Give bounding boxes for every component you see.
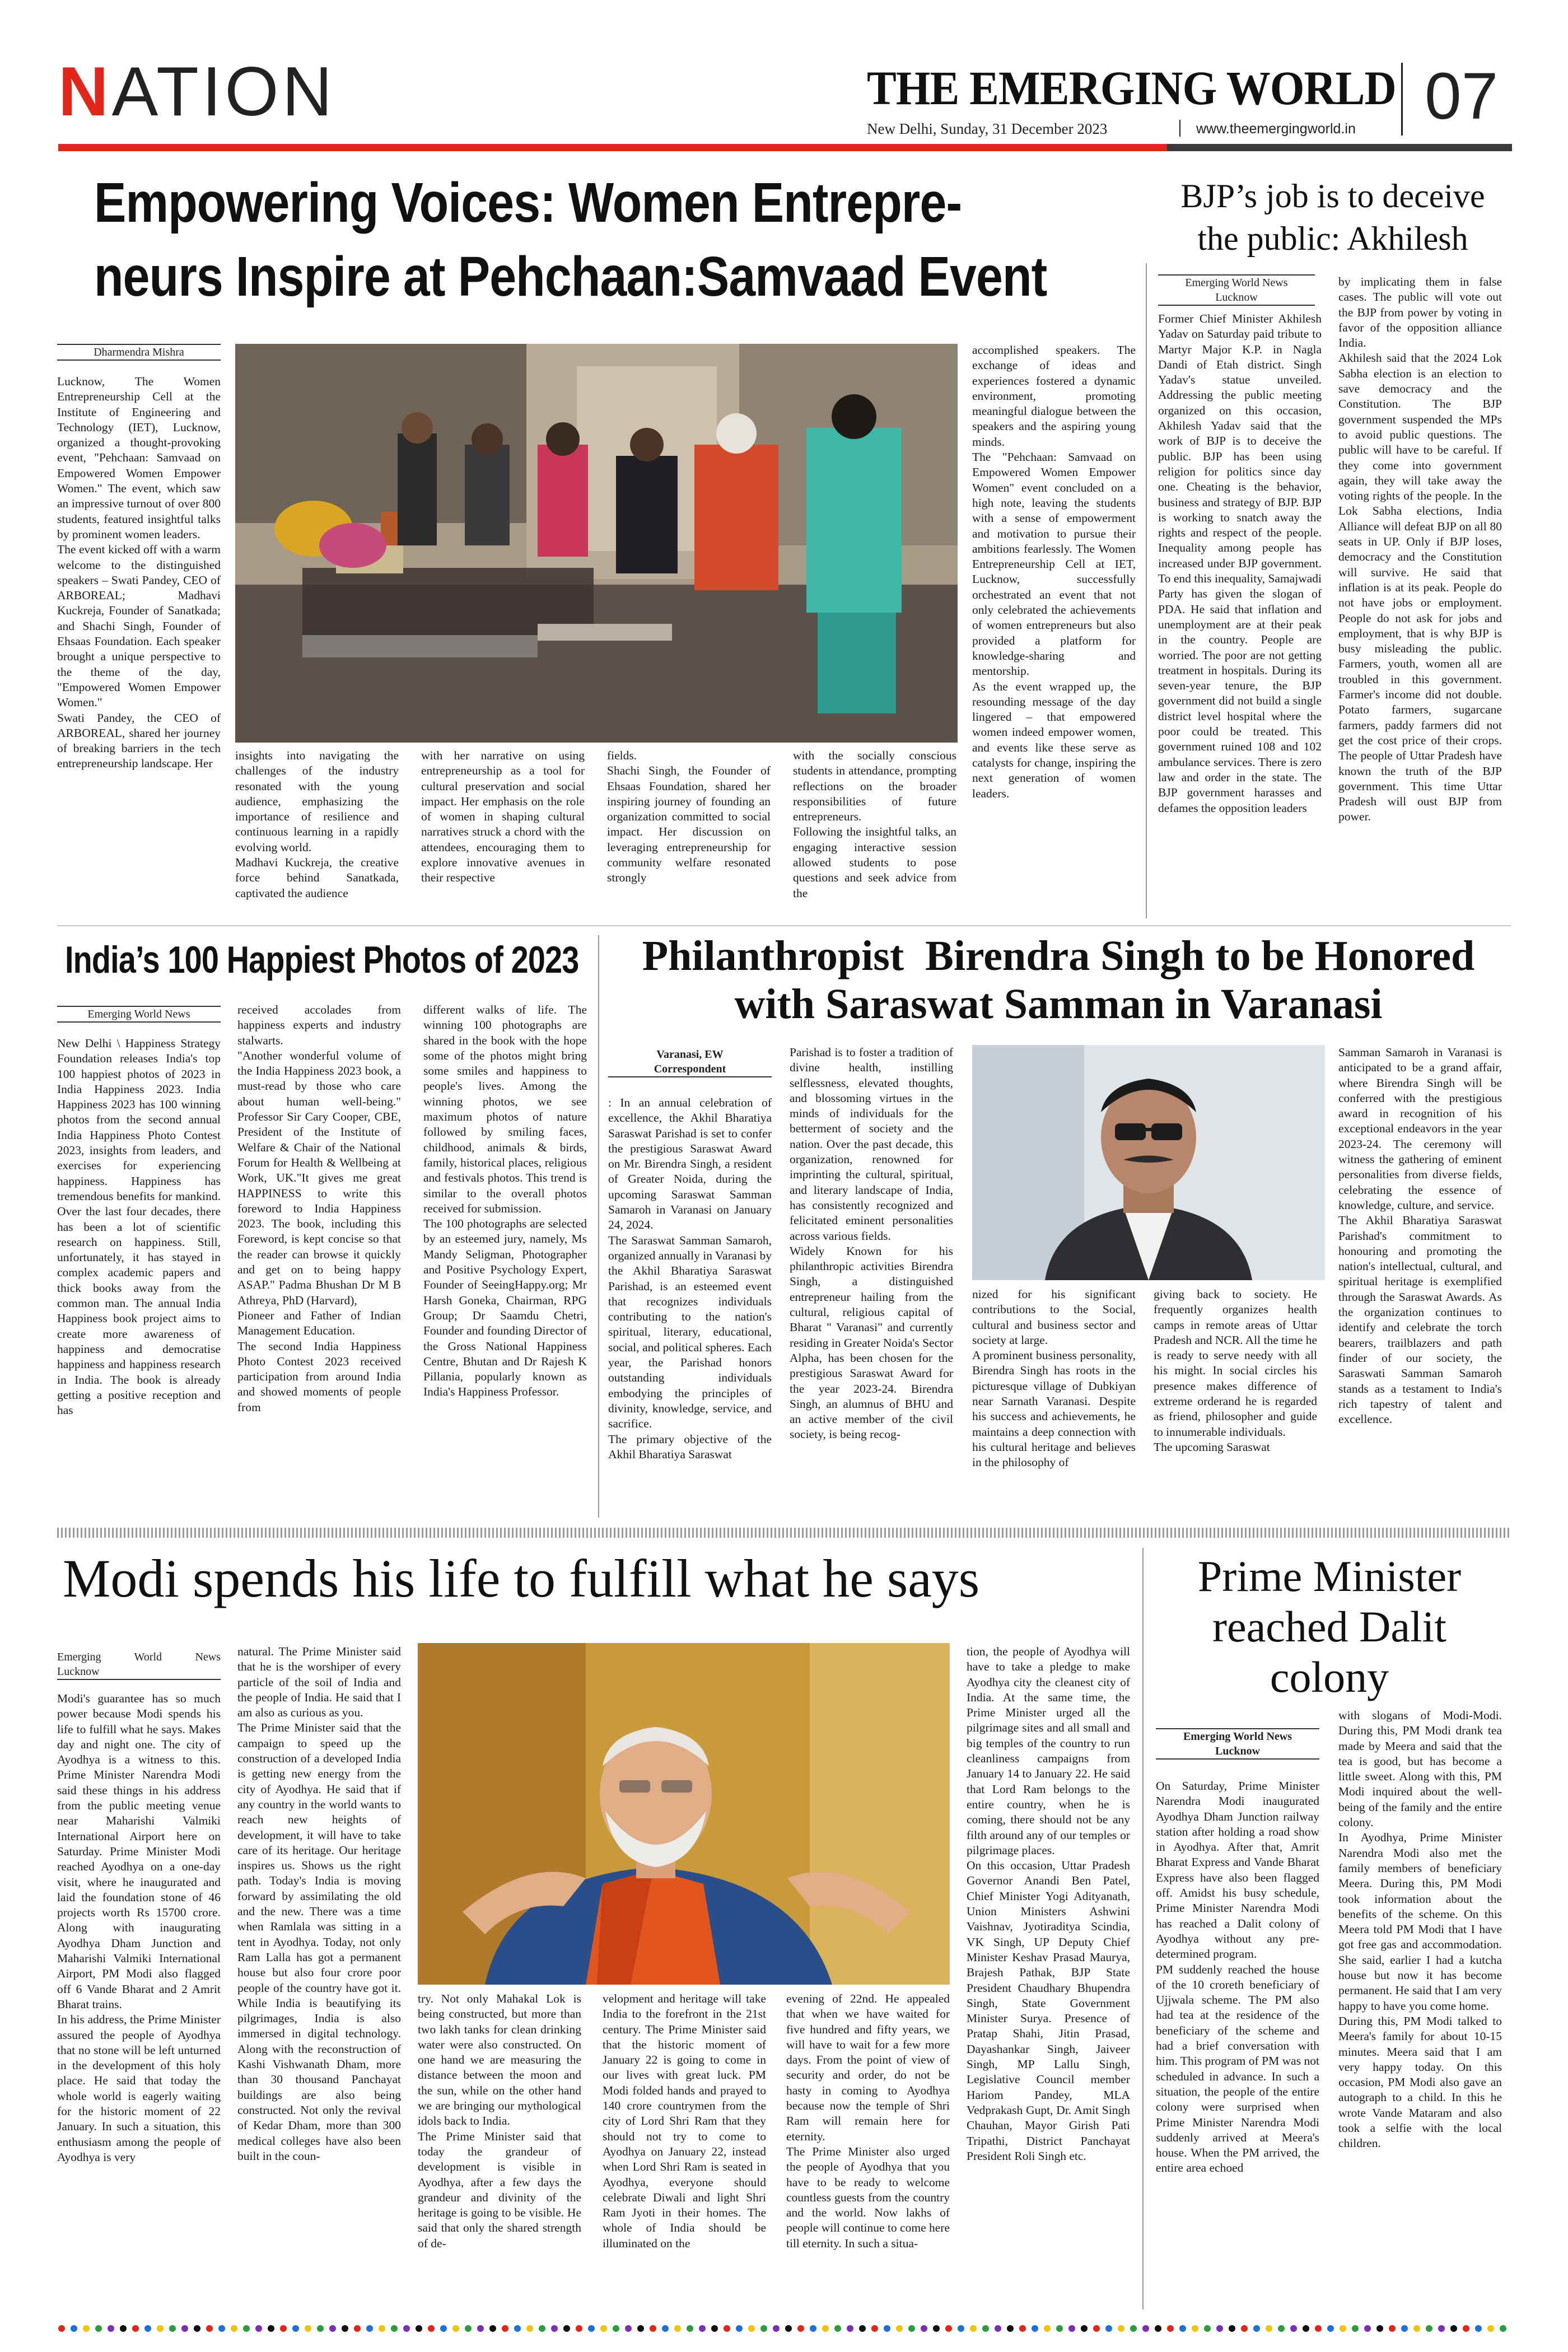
footer-dot [871,2325,878,2332]
footer-dot [95,2325,102,2332]
page-number: 07 [1425,59,1499,133]
footer-dot [736,2325,743,2332]
footer-dot [1118,2325,1124,2332]
story2-headline [1154,175,1512,260]
footer-dot [1179,2325,1186,2332]
story4-byline [608,1047,772,1077]
story3-byline: Emerging World News [57,1006,221,1023]
story4-column-5: Samman Samaroh in Varanasi is anticipated to be a grand affair, where Birendra Singh will be conferred with the prestigious award in recognition of his exceptional endeavors in the year 2023-24. The ceremony will witness the gathering of eminent personalities from diverse fields, celebrating the essence of knowledge, culture, and service. The Akhil Bharatiya Saraswat Parishad's commitment to honouring and promoting the nation's intellectual, cultural, and spiritual heritage is exemplified through the Saraswat Awards. As the organization continues to identify and celebrate the torch bearers, trailblazers and path finder of our society, the Saraswati Samman Samaroh stands as a testament to India's rich tapestry of talent and excellence. [1338,1046,1502,1426]
footer-dot [1450,2325,1457,2332]
footer-dot [1438,2325,1445,2332]
footer-dot [268,2325,274,2332]
column-rule [1142,1548,1144,2309]
footer-dot [785,2325,792,2332]
footer-dot [465,2325,472,2332]
footer-dot [884,2325,890,2332]
story6-column-1: On Saturday, Prime Minister Narendra Modi inaugurated Ayodhya Dham Junction railway station after holding a road show in Ayodhya. After that, Amrit Bharat Express and Vande Bharat Express have also been flagged off. Amidst his busy schedule, Prime Minister Narendra Modi has reached a Dalit colony of Ayodhya without any pre-determined program. PM suddenly reached the house of the 10 croreth beneficiary of Ujjwala scheme. The PM also had tea at the residence of the beneficiary of the scheme and had a brief conversation with him. This program of PM was not scheduled in advance. In such a situation, the people of the entire colony were surprised when Prime Minister Narendra Modi suddenly arrived at Meera's house. When the PM arrived, the entire area echoed [1156,1779,1319,2175]
footer-dot [1426,2325,1432,2332]
event-photo-illustration [235,344,958,743]
story5-column-3: try. Not only Mahakal Lok is being constructed, but more than two lakh tanks for clean drinking water were also constructed. On one hand we are measuring the distance between the moon and the sun, while on the other hand we are bringing our mythological idols back to India. The Prime Minister said that today the grandeur of development is visible in Ayodhya, after a few days the grandeur and divinity of the heritage is going to be visible. He said that only the shared strength of de- [418,1992,581,2250]
footer-dot [933,2325,940,2332]
footer-dot [1303,2325,1309,2332]
footer-dot [982,2325,989,2332]
footer-dot [760,2325,767,2332]
footer-dot [452,2325,459,2332]
website-url: www.theemergingworld.in [1196,121,1356,137]
footer-dot [1229,2325,1235,2332]
story3-column-3: different walks of life. The winning 100 photographs are shared in the book with the hope some of the photos might bring some smiles and happiness to people's lives. Among the winning photos, we see maximum photos of nature followed by smiling faces, childhood, animals & birds, family, historical places, religious and festivals photos. This trend is similar to the overall photos received for submission. The 100 photographs are selected by an esteemed jury, namely, Ms Mandy Seligman, Photographer and Positive Psychology Expert, Founder of SeeingHappy.org; Mr Harsh Goneka, Chairman, RPG Group; Dr Saamdu Chetri, Founder and founding Director of the Gross National Happiness Centre, Bhutan and Dr Rajesh K Pillania, popularly known as India's Happiness Professor. [423,1003,587,1399]
story6-headline-line1: Prime Minister [1197,1552,1462,1600]
footer-dot [773,2325,780,2332]
footer-dot [724,2325,730,2332]
story4-byline-line1: Varanasi, EW [656,1048,724,1061]
footer-dot [206,2325,213,2332]
footer-dot [600,2325,607,2332]
footer-dot [834,2325,841,2332]
footer-dot [1487,2325,1494,2332]
story1-byline: Dharmendra Mishra [57,344,221,361]
footer-dot [674,2325,681,2332]
footer-dot [1167,2325,1174,2332]
story4-byline-line2: Correspondent [654,1063,726,1075]
footer-dot [1216,2325,1223,2332]
story2-headline-line2: the public: Akhilesh [1197,220,1468,257]
story4-headline-line1: Philanthropist Birendra Singh to be Honored [642,932,1475,979]
footer-dot [403,2325,410,2332]
story6-headline-line2: reached Dalit [1212,1602,1446,1651]
footer-dot [847,2325,853,2332]
story4-headline [605,932,1512,1028]
column-rule [1146,263,1147,918]
modi-photo [418,1643,950,1985]
footer-dot [896,2325,903,2332]
story4-column-1: : In an annual celebration of excellence, the Akhil Bharatiya Saraswat Parishad is set to confer the prestigious Saraswat Award on Mr. Birendra Singh, a resident of Greater Noida, during the upcoming Saraswat Samman Samaroh in Varanasi on January 24, 2024. The Saraswat Samman Samaroh, organized annually in Varanasi by the Akhil Bharatiya Saraswat Parishad, is an esteemed event that recognizes individuals contributing to the nation's spiritual, literary, educational, social, and political spheres. Each year, the Parishad honors outstanding individuals embodying the principles of divinity, knowledge, service, and sacrifice. The primary objective of the Akhil Bharatiya Saraswat [608,1096,772,1461]
story4-column-3: nized for his significant contributions to the Social, cultural and business sector and society at large. A prominent business personality, Birendra Singh has roots in the picturesque village of Dubkiyan near Sarnath Varanasi. Despite his success and achievements, he maintains a deep connection with his cultural heritage and believes in the philosophy of [972,1287,1136,1469]
birendra-singh-portrait [972,1045,1325,1280]
footer-dot [1192,2325,1198,2332]
footer-dot [859,2325,866,2332]
story3-column-2: received accolades from happiness experts and industry stalwarts. "Another wonderful volume of the India Happiness 2023 book, a must-read by those who care about human well-being." Professor Sir Cary Cooper, CBE, President of the Institute of Welfare & Chair of the National Forum for Health & Wellbeing at Work, UK."It gives me great HAPPINESS to write this foreword to India Happiness 2023. The book, including this Foreword, is kept concise so that the reader can browse it quickly and get on to being happy ASAP." Padma Bhushan Dr M B Athreya, PhD (Harvard), Pioneer and Father of Indian Management Education. The second India Happiness Photo Contest 2023 received participation from around India and showed moments of people from [237,1003,401,1414]
footer-dot [132,2325,139,2332]
footer-dot [342,2325,348,2332]
footer-dot [1142,2325,1149,2332]
story1-column-1: Lucknow, The Women Entrepreneurship Cell at the Institute of Engineering and Technology (IET), Lucknow, organized a thought-provoking event, "Pehchaan: Samvaad on Empowered Women Empower Women." The event, which saw an impressive turnout of over 800 students, featured insightful talks by prominent women leaders. The event kicked off with a warm welcome to the distinguished speakers – Swati Pandey, CEO of ARBOREAL; Madhavi Kuckreja, Founder of Sanatkada; and Shachi Singh, Founder of Ehsaas Foundation. Each speaker brought a unique perspective to the theme of the day, "Empowered Women Empower Women." Swati Pandey, the CEO of ARBOREAL, shared her journey of breaking barriers in the tech entrepreneurship landscape. Her [57,375,221,771]
footer-dot [1500,2325,1506,2332]
story3-column-1: New Delhi \ Happiness Strategy Foundation releases India's top 100 happiest photos of 2023 in India Happiness 2023. India Happiness 2023 has 100 winning photos from the second annual India Happiness Photo Contest 2023, insights from leaders, and exercises for experiencing happiness. Happiness has tremendous benefits for mankind. Over the last four decades, there has been a lot of scientific research on happiness. Still, unfortunately, it has stayed in complex academic papers and thick books away from the common man. The annual India Happiness book project aims to create more awareness of happiness and democratise happiness and happiness research in India. The book is already getting a positive reception and has [57,1037,221,1417]
footer-dot [1401,2325,1408,2332]
section-divider-stripes [57,1528,1511,1538]
footer-dot [1389,2325,1396,2332]
footer-dot [243,2325,250,2332]
story6-headline [1150,1551,1509,1702]
footer-dot [255,2325,262,2332]
footer-dot [711,2325,718,2332]
footer-dot [576,2325,582,2332]
footer-dot [687,2325,693,2332]
column-rule [598,935,599,1518]
story6-byline [1156,1728,1319,1760]
story2-column-2: by implicating them in false cases. The public will vote out the BJP from power by voting in favor of the opposition alliance India. Akhilesh said that the 2024 Lok Sabha election is an election to save democracy and the Constitution. The BJP government suspended the MPs to avoid public questions. The public will have to be careful. If they come into government again, they will take away the voting rights of the people. In the Lok Sabha elections, India Alliance will defeat BJP on all 80 seats in UP. Only if BJP loses, democracy and the Constitution will survive. He said that inflation is at its peak. People do not have jobs or employment. People do not ask for jobs and employment, that is why BJP is busy misleading the public. Farmers, youth, women all are troubled in this government. Farmer's income did not double. Potato farmers, sugarcane farmers, paddy farmers did not get the cost price of their crops. The people of Uttar Pradesh have known the truth of the BJP government. This time Uttar Pradesh will oust BJP from power. [1338,275,1502,824]
footer-dot [1253,2325,1260,2332]
footer-dot [1032,2325,1038,2332]
footer-dot-border [58,2324,1511,2333]
masthead-rule-red [58,144,1167,151]
footer-dot [945,2325,952,2332]
footer-dot [231,2325,237,2332]
footer-dot [1376,2325,1383,2332]
footer-dot [391,2325,398,2332]
footer-dot [1463,2325,1469,2332]
footer-dot [921,2325,927,2332]
story2-byline [1158,274,1315,306]
footer-dot [1364,2325,1371,2332]
footer-dot [354,2325,361,2332]
footer-dot [58,2325,65,2332]
story1-headline [94,166,1047,314]
story5-column-4: velopment and heritage will take India to the forefront in the 21st century. The Prime Minister said that the historic moment of January 22 is going to come in our lives with great luck. PM Modi folded hands and prayed to 140 crore countrymen from the city of Lord Shri Ram that they should not try to come to Ayodhya on January 22, instead when Lord Shri Ram is seated in Ayodhya, everyone should celebrate Diwali and light Shri Ram Jyoti in their homes. The whole of India should be illuminated on the [603,1992,766,2250]
footer-dot [108,2325,114,2332]
footer-dot [1340,2325,1346,2332]
story6-column-2: with slogans of Modi-Modi. During this, PM Modi drank tea made by Meera and said that the tea is good, but has become a little sweet. Along with this, PM Modi inquired about the well-being of the family and the entire colony. In Ayodhya, Prime Minister Narendra Modi also met the family members of beneficiary Meera. During this, PM Modi took information about the benefits of the scheme. On this Meera told PM Modi that I have got free gas and accommodation. She said, earlier I had a kutcha house but now it has become permanent. He said that I am very happy to have you come home. During this, PM Modi talked to Meera's family for about 10-15 minutes. Meera said that I am very happy today. On this occasion, PM Modi also gave an autograph to a child. In this he wrote Vande Mataram and also took a selfie with the local children. [1338,1709,1502,2150]
footer-dot [71,2325,77,2332]
footer-dot [1278,2325,1285,2332]
footer-dot [120,2325,127,2332]
footer-dot [995,2325,1001,2332]
footer-dot [588,2325,595,2332]
story1-column-3: with her narrative on using entrepreneurship as a tool for cultural preservation and social impact. Her emphasis on the role of women in shaping cultural narratives struck a chord with the attendees, encouraging them to explore innovative avenues in their respective [421,749,585,885]
event-photo [235,344,958,743]
footer-dot [613,2325,619,2332]
story6-byline-line1: Emerging World News [1183,1730,1292,1743]
footer-dot [489,2325,496,2332]
footer-dot [958,2325,964,2332]
footer-dot [1204,2325,1211,2332]
footer-dot [699,2325,706,2332]
story1-column-2: insights into navigating the challenges of the industry resonated with the young audience, emphasizing the importance of resilience and continuous learning in a rapidly evolving world. Madhavi Kuckreja, the creative force behind Sanatkada, captivated the audience [235,749,399,900]
footer-dot [1475,2325,1482,2332]
footer-dot [1044,2325,1051,2332]
footer-dot [317,2325,324,2332]
footer-dot [1327,2325,1334,2332]
story4-headline-line2: with Saraswat Samman in Varanasi [734,981,1383,1028]
footer-dot [1105,2325,1112,2332]
footer-dot [822,2325,829,2332]
footer-dot [797,2325,804,2332]
birendra-singh-photo [972,1045,1325,1280]
footer-dot [650,2325,656,2332]
footer-dot [1413,2325,1420,2332]
footer-dot [144,2325,151,2332]
footer-dot [169,2325,176,2332]
footer-dot [194,2325,200,2332]
footer-dot [1093,2325,1100,2332]
footer-dot [440,2325,447,2332]
section-label-accent-letter: N [58,53,112,130]
footer-dot [551,2325,558,2332]
story3-headline: India’s 100 Happiest Photos of 2023 [65,939,579,981]
footer-dot [1007,2325,1014,2332]
footer-dot [181,2325,188,2332]
footer-dot [563,2325,570,2332]
footer-dot [1315,2325,1322,2332]
footer-dot [329,2325,336,2332]
story1-column-5: with the socially conscious students in attendance, prompting reflections on the broader responsibilities of future entrepreneurs. Following the insightful talks, an engaging interactive session allowed students to pose questions and seek advice from the [793,749,956,900]
story5-column-6: tion, the people of Ayodhya will have to take a pledge to make Ayodhya city the cleanest city of India. At the same time, the Prime Minister urged all the pilgrimage sites and all small and big temples of the country to run cleanliness campaigns from January 14 to January 22. He said that Lord Ram belongs to the entire country, when he is coming, there should not be any filth around any of our temples or pilgrimage places. On this occasion, Uttar Pradesh Governor Anandi Ben Patel, Chief Minister Yogi Adityanath, Union Ministers Ashwini Vaishnav, Jyotiraditya Scindia, VK Singh, UP Deputy Chief Minister Keshav Prasad Maurya, Brajesh Pathak, BJP State President Chaudhary Bhupendra Singh, State Government Minister Surya. Presence of Pratap Shahi, Jitin Prasad, Dayashankar Singh, Jaiveer Singh, MP Lallu Singh, Legislative Council member Hariom Pandey, MLA Vedprakash Gupt, Dr. Amit Singh Chauhan, Mayor Girish Pati Tripathi, District Panchayat President Roli Singh etc. [967,1645,1130,2163]
story4-column-2: Parishad is to foster a tradition of divine health, instilling selflessness, elevated thoughts, and blossoming virtues in the minds of individuals for the betterment of society and the nation. Over the past decade, this organization, renowned for imprinting the cultural, spiritual, and literary landscape of India, has consistently recognized and felicitated eminent personalities across various fields. Widely Known for his philanthropic activities Birendra Singh, a distinguished entrepreneur hailing from the cultural, religious capital of Bharat " Varanasi" and currently residing in Greater Noida's Sector Alpha, has been chosen for the prestigious Saraswat Award for the year 2023-24. Birendra Singh, an alumnus of BHU and an active member of the civil society, is being recog- [790,1046,953,1441]
footer-dot [1266,2325,1272,2332]
footer-dot [292,2325,299,2332]
story2-byline-line1: Emerging World News [1185,277,1288,289]
section-rule [57,925,1511,926]
footer-dot [1130,2325,1137,2332]
footer-dot [83,2325,90,2332]
footer-dot [379,2325,385,2332]
footer-dot [305,2325,311,2332]
story1-headline-line2: neurs Inspire at Pehchaan:Samvaad Event [94,245,1047,308]
story1-headline-line1: Empowering Voices: Women Entrepre- [94,171,962,234]
footer-dot [1019,2325,1026,2332]
story5-byline-line2: Lucknow [57,1665,100,1678]
section-label [58,53,336,130]
story1-column-6: accomplished speakers. The exchange of ideas and experiences fostered a dynamic environment, promoting meaningful dialogue between the speakers and the aspiring young minds. The "Pehchaan: Samvaad on Empowered Women Empower Women" event concluded on a high note, leaving the students with a sense of empowerment and motivation to pursue their ambitions fearlessly. The Women Entrepreneurship Cell at IET, Lucknow, successfully orchestrated an event that not only celebrated the achievements of women entrepreneurs but also provided a platform for knowledge-sharing and mentorship. As the event wrapped up, the resounding message of the day lingered – that empowered women indeed empower women, and events like these serve as catalysts for change, inspiring the next generation of women leaders. [972,343,1136,800]
masthead-divider [1401,63,1403,136]
footer-dot [1081,2325,1088,2332]
story1-column-4: fields. Shachi Singh, the Founder of Ehsaas Foundation, shared her inspiring journey of founding an organization committed to social impact. Her discussion on leveraging entrepreneurship for community welfare resonated strongly [607,749,771,885]
footer-dot [502,2325,508,2332]
story5-byline [57,1650,221,1680]
footer-dot [1290,2325,1297,2332]
footer-dot [1241,2325,1248,2332]
story5-byline-line1: Emerging World News [57,1651,221,1663]
dateline: New Delhi, Sunday, 31 December 2023 [867,120,1108,137]
footer-dot [218,2325,225,2332]
footer-dot [1352,2325,1359,2332]
footer-dot [526,2325,533,2332]
story6-headline-line3: colony [1270,1653,1389,1701]
story6-byline-line2: Lucknow [1215,1745,1261,1757]
footer-dot [157,2325,164,2332]
footer-dot [1056,2325,1063,2332]
footer-dot [970,2325,977,2332]
footer-dot [625,2325,632,2332]
footer-dot [748,2325,755,2332]
story2-column-1: Former Chief Minister Akhilesh Yadav on Saturday paid tribute to Martyr Major K.P. in Nagla Dandi of Etah district. Singh Yadav's statue unveiled. Addressing the public meeting organized on this occasion, Akhilesh Yadav said that the work of BJP is to deceive the public. BJP has been using religion for politics since day one. Cheating is the behavior, business and strategy of BJP. BJP is working to snatch away the rights and respect of the people. Inequality among people has increased under BJP government. To end this inequality, Samajwadi Party has given the slogan of PDA. He said that inflation and unemployment are at their peak in the country. People are worried. The poor are not getting treatment in hospitals. During its seven-year tenure, the BJP government did not build a single district level hospital where the poor could be treated. This government ruined 108 and 102 ambulance services. There is zero law and order in the state. The BJP government harasses and defames the opposition leaders [1158,312,1322,815]
story2-headline-line1: BJP’s job is to deceive [1180,178,1485,214]
footer-dot [1068,2325,1075,2332]
masthead-rule-dark [1167,144,1512,151]
footer-dot [477,2325,484,2332]
story5-column-5: evening of 22nd. He appealed that when we have waited for five hundred and fifty years, we will have to wait for a few more days. From the point of view of security and order, do not be hasty in coming to Ayodhya because now the temple of Shri Ram will remain here for eternity. The Prime Minister also urged the people of Ayodhya that you have to be ready to welcome countless guests from the country and the world. Now lakhs of people will continue to come here till eternity. In such a situa- [786,1992,950,2250]
footer-dot [428,2325,435,2332]
footer-dot [539,2325,545,2332]
footer-dot [416,2325,422,2332]
paper-name: THE EMERGING WORLD [867,61,1396,115]
footer-dot [1155,2325,1161,2332]
story5-column-2: natural. The Prime Minister said that he is the worshiper of every particle of the soil of India and the people of India. He said that I am also as curious as you. The Prime Minister said that the campaign to speed up the construction of a developed India is getting new energy from the city of Ayodhya. He said that if any country in the world wants to reach new heights of development, it will have to take care of its heritage. Our heritage inspires us. Shows us the right path. Today's India is moving forward by assimilating the old and the new. There was a time when Ramlala was sitting in a tent in Ayodhya. Today, not only Ram Lalla has got a permanent house but also four crore poor people of the country have got it. While India is beautifying its pilgrimages, India is also immersed in digital technology. Along with the reconstruction of Kashi Vishwanath Dham, more than 30 thousand Panchayat buildings are also being constructed. Not only the revival of Kedar Dham, more than 300 medical colleges have also been built in the coun- [237,1645,401,2163]
modi-portrait [418,1643,950,1985]
footer-dot [908,2325,915,2332]
section-label-rest: ATION [111,53,336,130]
footer-dot [662,2325,669,2332]
story2-byline-line2: Lucknow [1215,291,1258,304]
footer-dot [280,2325,287,2332]
story5-headline: Modi spends his life to fulfill what he says [63,1548,980,1608]
footer-dot [810,2325,816,2332]
footer-dot [366,2325,373,2332]
footer-dot [514,2325,521,2332]
footer-dot [637,2325,644,2332]
story5-column-1: Modi's guarantee has so much power because Modi spends his life to fulfill what he says. Makes day and night one. The city of Ayodhya is a witness to this. Prime Minister Narendra Modi said these things in his address from the public meeting venue near Maharishi Valmiki International Airport here on Saturday. Prime Minister Modi reached Ayodhya on a one-day visit, where he inaugurated and laid the foundation stone of 46 projects worth Rs 15700 crore. Along with inaugurating Ayodhya Dham Junction and Maharishi Valmiki International Airport, PM Modi also flagged off 6 Vande Bharat and 2 Amrit Bharat trains. In his address, the Prime Minister assured the people of Ayodhya that no stone will be left unturned in the development of this holy place. He said that today the whole world is eagerly waiting for the historic moment of 22 January. In such a situation, this enthusiasm among the people of Ayodhya is very [57,1692,221,2164]
story4-column-4: giving back to society. He frequently organizes health camps in remote areas of Uttar Pradesh and NCR. All the time he is ready to serve needy with all his might. In social circles his presence makes difference of extreme orderand he is regarded as friend, philosopher and guide to innumerable individuals. The upcoming Saraswat [1154,1287,1317,1454]
dateline-divider [1179,120,1180,137]
